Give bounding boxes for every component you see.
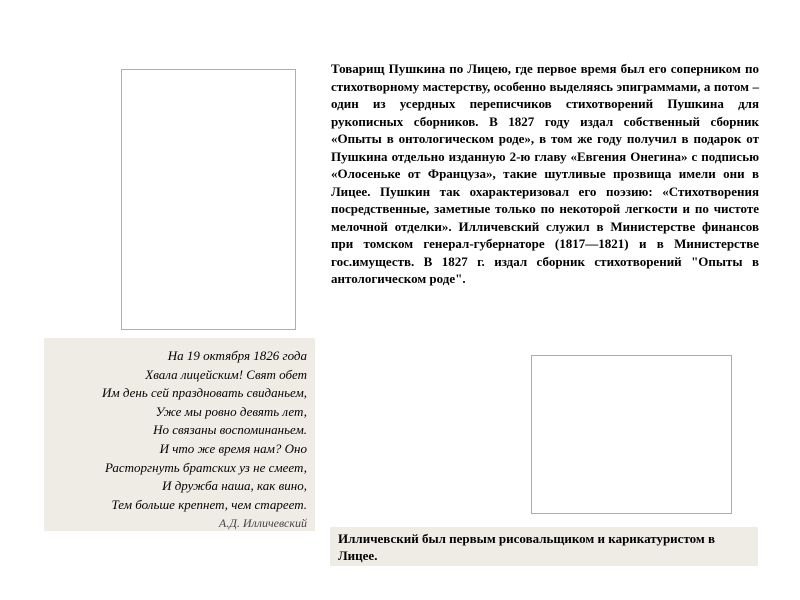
poem-line: Хвала лицейским! Свят обет [145,366,307,382]
poem-line: Уже мы ровно девять лет, [155,403,307,419]
poem-line: И что же время нам? Оно [159,440,307,456]
portrait-frame-left [121,69,296,330]
poem-author: А.Д. Илличевский [218,516,307,531]
poem-line: Им день сей праздновать свиданьем, [101,385,307,401]
poem-line: Тем больше крепнет, чем стареет. [111,496,307,512]
biography-text: Товарищ Пушкина по Лицею, где первое время был его соперником по стихотворному мастерству, особенно выделяясь эпиграммами, а потом – один из усердных переписчиков стихотворений Пушкина для рукописных сборников. В 1827 году издал собственный сборник «Опыты в онтологическом роде», в том же году получил в подарок от Пушкина отдельно изданную 2-ю главу «Евгения Онегина» с подписью «Олосеньке от Француза», такие шутливые прозвища имели они в Лицее. Пушкин так охарактеризовал его поэзию: «Стихотворения посредственные, заметные только по некоторой легкости и по чистоте мелочной отделки». Илличевский служил в Министерстве финансов при томском генерал-губернаторе (1817—1821) и в Министерстве гос.имуществ. В 1827 г. издал сборник стихотворений "Опыты в антологическом роде". [331,61,759,286]
poem-line: Расторгнуть братских уз не смеет, [104,459,307,475]
poem-line: Но связаны воспоминаньем. [153,422,307,438]
caption-box: Илличевский был первым рисовальщиком и карикатуристом в Лицее. [330,527,758,566]
poem-title: На 19 октября 1826 года [167,348,307,363]
poem-line: И дружба наша, как вино, [162,478,307,494]
drawing-frame-right [531,355,732,514]
poem-box [44,338,315,531]
